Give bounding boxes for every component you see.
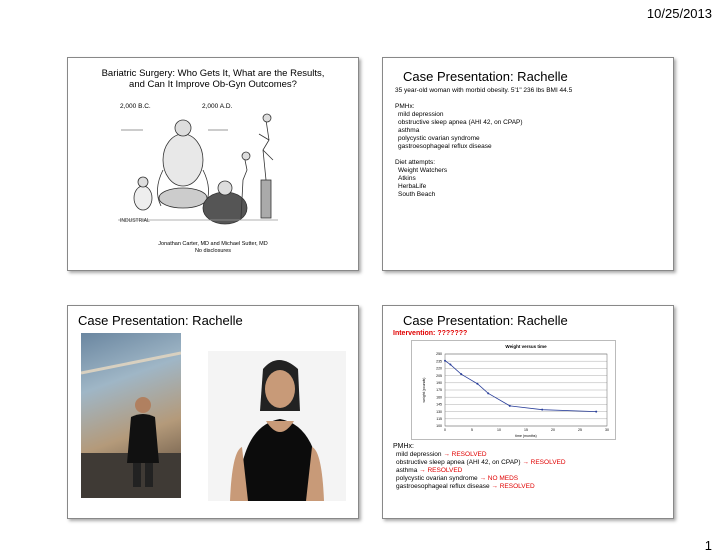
cartoon-caption: INDUSTRIAL	[120, 218, 150, 224]
weight-data-point	[595, 411, 597, 413]
outcome-arrow: →	[491, 483, 498, 490]
weight-data-point	[476, 383, 478, 385]
x-tick-label: 10	[497, 428, 501, 432]
outcome-item	[393, 467, 566, 475]
slide-3	[67, 305, 359, 519]
slide-4-title: Case Presentation: Rachelle	[403, 313, 568, 328]
disclosure: No disclosures	[194, 248, 232, 254]
y-tick-label: 235	[436, 359, 442, 364]
pmhx-item: polycystic ovarian syndrome	[398, 135, 480, 142]
x-tick-label: 20	[551, 428, 555, 432]
diet-item: South Beach	[398, 191, 436, 198]
slide-3-title: Case Presentation: Rachelle	[78, 313, 243, 328]
photo-right	[208, 351, 346, 501]
outcome-item	[393, 483, 566, 491]
y-tick-label: 175	[436, 388, 442, 393]
diet-item: Weight Watchers	[398, 167, 448, 174]
pmhx-item: asthma	[398, 127, 420, 134]
diet-item: HerbaLife	[398, 183, 427, 190]
y-tick-label: 190	[436, 381, 442, 385]
chart-title: Weight versus time	[505, 344, 547, 349]
weight-data-point	[449, 364, 451, 366]
page-number: 1	[704, 538, 712, 553]
y-tick-label: 115	[436, 417, 442, 421]
y-tick-label: 220	[436, 366, 442, 371]
slide-1-title	[68, 68, 358, 90]
weight-data-point	[444, 360, 446, 362]
weight-data-point	[541, 409, 543, 411]
x-tick-label: 25	[578, 428, 582, 432]
x-tick-label: 15	[524, 428, 528, 432]
outcome-result: RESOLVED	[530, 459, 566, 466]
label-2000-ad: 2,000 A.D.	[202, 103, 233, 110]
authors: Jonathan Carter, MD and Michael Sutter, MD	[158, 241, 268, 247]
y-tick-label: 100	[436, 424, 442, 429]
slide-1-title-line-2: and Can It Improve Ob-Gyn Outcomes?	[129, 79, 297, 90]
outcome-condition: mild depression	[396, 451, 442, 458]
x-axis-label: time (months)	[515, 434, 537, 438]
intervention-label: Intervention: ???????	[393, 330, 468, 337]
y-axis-label: weight (pounds)	[422, 377, 426, 403]
outcome-item	[393, 459, 566, 467]
weight-data-point	[487, 392, 489, 394]
outcome-condition: gastroesophageal reflux disease	[396, 483, 490, 490]
pmhx-list	[395, 103, 523, 199]
y-tick-label: 250	[436, 352, 442, 357]
slide-4	[382, 305, 674, 519]
slide-1-title-line-1: Bariatric Surgery: Who Gets It, What are the Results,	[101, 68, 325, 79]
outcome-condition: asthma	[396, 467, 418, 474]
header-date: 10/25/2013	[646, 6, 712, 21]
outcome-result: RESOLVED	[427, 467, 463, 474]
slide-2	[382, 57, 674, 271]
outcome-arrow: →	[522, 459, 529, 466]
x-tick-label: 30	[605, 428, 609, 432]
patient-summary: 35 year-old woman with morbid obesity. 5'1" 236 lbs BMI 44.5	[395, 87, 573, 94]
pmhx-item: mild depression	[398, 111, 444, 118]
outcome-list	[393, 442, 566, 491]
outcome-arrow: →	[443, 451, 450, 458]
y-tick-label: 130	[436, 409, 442, 414]
outcome-item	[393, 475, 566, 483]
slide-2-title: Case Presentation: Rachelle	[403, 69, 568, 84]
label-2000-bc: 2,000 B.C.	[120, 103, 151, 110]
x-tick-label: 5	[471, 428, 473, 432]
outcome-item	[393, 451, 566, 459]
x-tick-label: 0	[444, 428, 446, 432]
diet-label: Diet attempts:	[395, 159, 436, 166]
outcome-result: NO MEDS	[487, 475, 519, 482]
pmhx-item: obstructive sleep apnea (AHI 42, on CPAP)	[398, 119, 523, 126]
pmhx-item: gastroesophageal reflux disease	[398, 143, 492, 150]
outcome-result: RESOLVED	[499, 483, 535, 490]
weight-data-point	[509, 405, 511, 407]
y-tick-label: 205	[436, 373, 442, 378]
evolution-cartoon	[113, 110, 283, 230]
outcome-condition: obstructive sleep apnea (AHI 42, on CPAP)	[396, 459, 521, 466]
outcome-arrow: →	[419, 467, 426, 474]
weight-data-point	[460, 373, 462, 375]
photo-left	[81, 333, 181, 498]
outcome-condition: polycystic ovarian syndrome	[396, 475, 478, 482]
outcome-pmhx-label: PMHx:	[393, 443, 414, 450]
photo-right-figure	[208, 351, 346, 501]
slide-1	[67, 57, 359, 271]
weight-chart	[411, 340, 616, 440]
y-tick-label: 145	[436, 402, 442, 407]
y-tick-label: 160	[436, 395, 442, 400]
photo-left-figure	[81, 333, 181, 498]
outcome-arrow: →	[479, 475, 486, 482]
outcome-result: RESOLVED	[451, 451, 487, 458]
diet-item: Atkins	[398, 175, 416, 182]
pmhx-label: PMHx:	[395, 103, 415, 110]
